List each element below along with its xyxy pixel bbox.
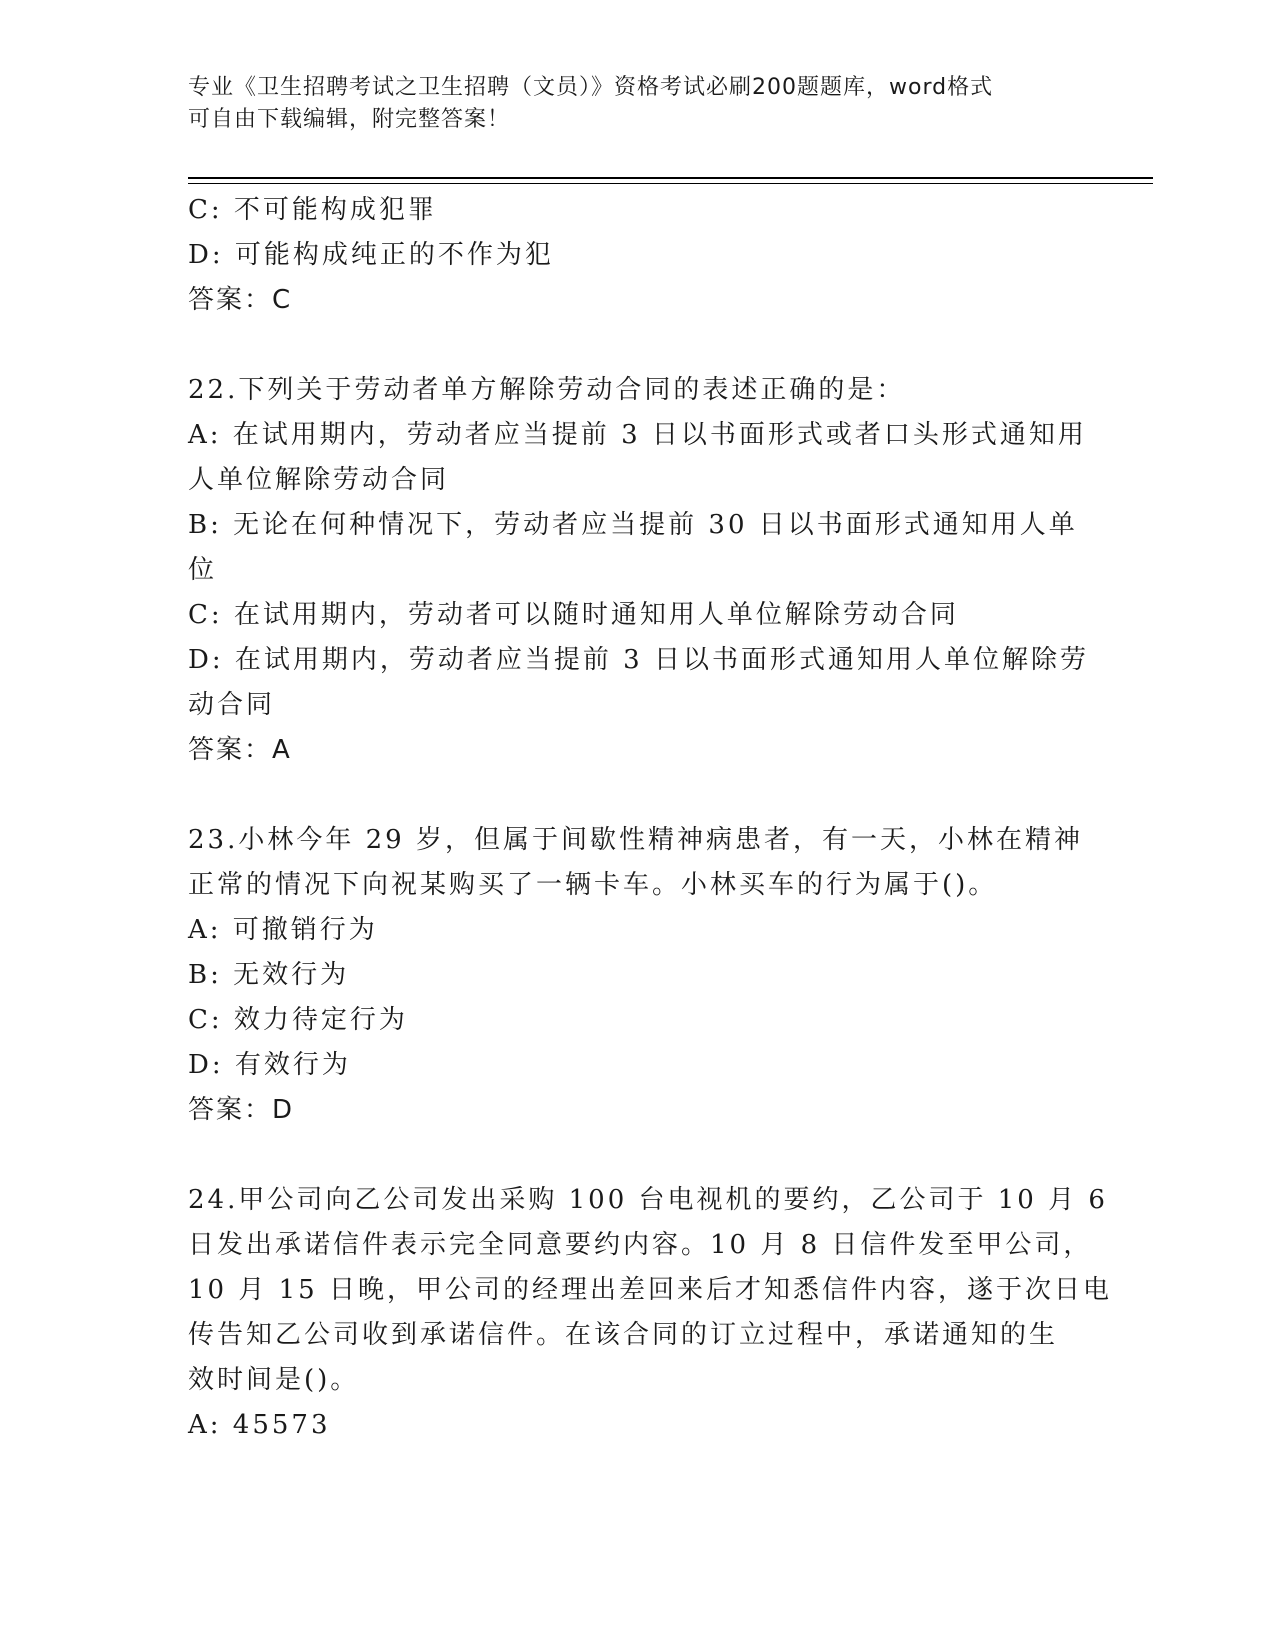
document-body: [188, 188, 1188, 1448]
option-a: A: 可撤销行为: [188, 915, 378, 945]
question-text-cont: 10 月 15 日晚，甲公司的经理出差回来后才知悉信件内容，遂于次日电: [188, 1275, 1112, 1305]
option-a-cont: 人单位解除劳动合同: [188, 465, 450, 495]
question-text-cont: 正常的情况下向祝某购买了一辆卡车。小林买车的行为属于()。: [188, 870, 998, 900]
document-header: [188, 72, 1088, 136]
option-c: C: 效力待定行为: [188, 1005, 408, 1035]
answer-line: 答案：A: [188, 735, 292, 765]
question-text-cont: 传告知乙公司收到承诺信件。在该合同的订立过程中，承诺通知的生: [188, 1320, 1059, 1350]
question-23: [188, 818, 1188, 1133]
option-d: D: 可能构成纯正的不作为犯: [188, 240, 554, 270]
question-24: [188, 1178, 1188, 1448]
question-text: 22.下列关于劳动者单方解除劳动合同的表述正确的是：: [188, 375, 906, 405]
question-text-cont: 效时间是()。: [188, 1365, 360, 1395]
option-c: C: 不可能构成犯罪: [188, 195, 437, 225]
option-c: C: 在试用期内，劳动者可以随时通知用人单位解除劳动合同: [188, 600, 959, 630]
header-rule-thin: [188, 183, 1153, 184]
question-22: [188, 368, 1188, 773]
option-a: A: 45573: [188, 1410, 331, 1440]
option-d-cont: 动合同: [188, 690, 276, 720]
option-b: B: 无论在何种情况下，劳动者应当提前 30 日以书面形式通知用人单: [188, 510, 1078, 540]
answer-line: 答案：C: [188, 285, 293, 315]
option-d: D: 在试用期内，劳动者应当提前 3 日以书面形式通知用人单位解除劳: [188, 645, 1089, 675]
option-a: A: 在试用期内，劳动者应当提前 3 日以书面形式或者口头形式通知用: [188, 420, 1087, 450]
header-line-2: 可自由下载编辑，附完整答案！: [188, 107, 511, 132]
option-b-cont: 位: [188, 555, 218, 585]
option-b: B: 无效行为: [188, 960, 350, 990]
question-text: 24.甲公司向乙公司发出采购 100 台电视机的要约，乙公司于 10 月 6: [188, 1185, 1108, 1215]
answer-line: 答案：D: [188, 1095, 295, 1125]
question-text: 23.小林今年 29 岁，但属于间歇性精神病患者，有一天，小林在精神: [188, 825, 1083, 855]
header-rule-thick: [188, 177, 1153, 179]
question-text-cont: 日发出承诺信件表示完全同意要约内容。10 月 8 日信件发至甲公司，: [188, 1230, 1093, 1260]
option-d: D: 有效行为: [188, 1050, 351, 1080]
header-line-1: 专业《卫生招聘考试之卫生招聘（文员）》资格考试必刷200题题库，word格式: [188, 75, 994, 100]
question-21-tail: [188, 188, 1188, 323]
